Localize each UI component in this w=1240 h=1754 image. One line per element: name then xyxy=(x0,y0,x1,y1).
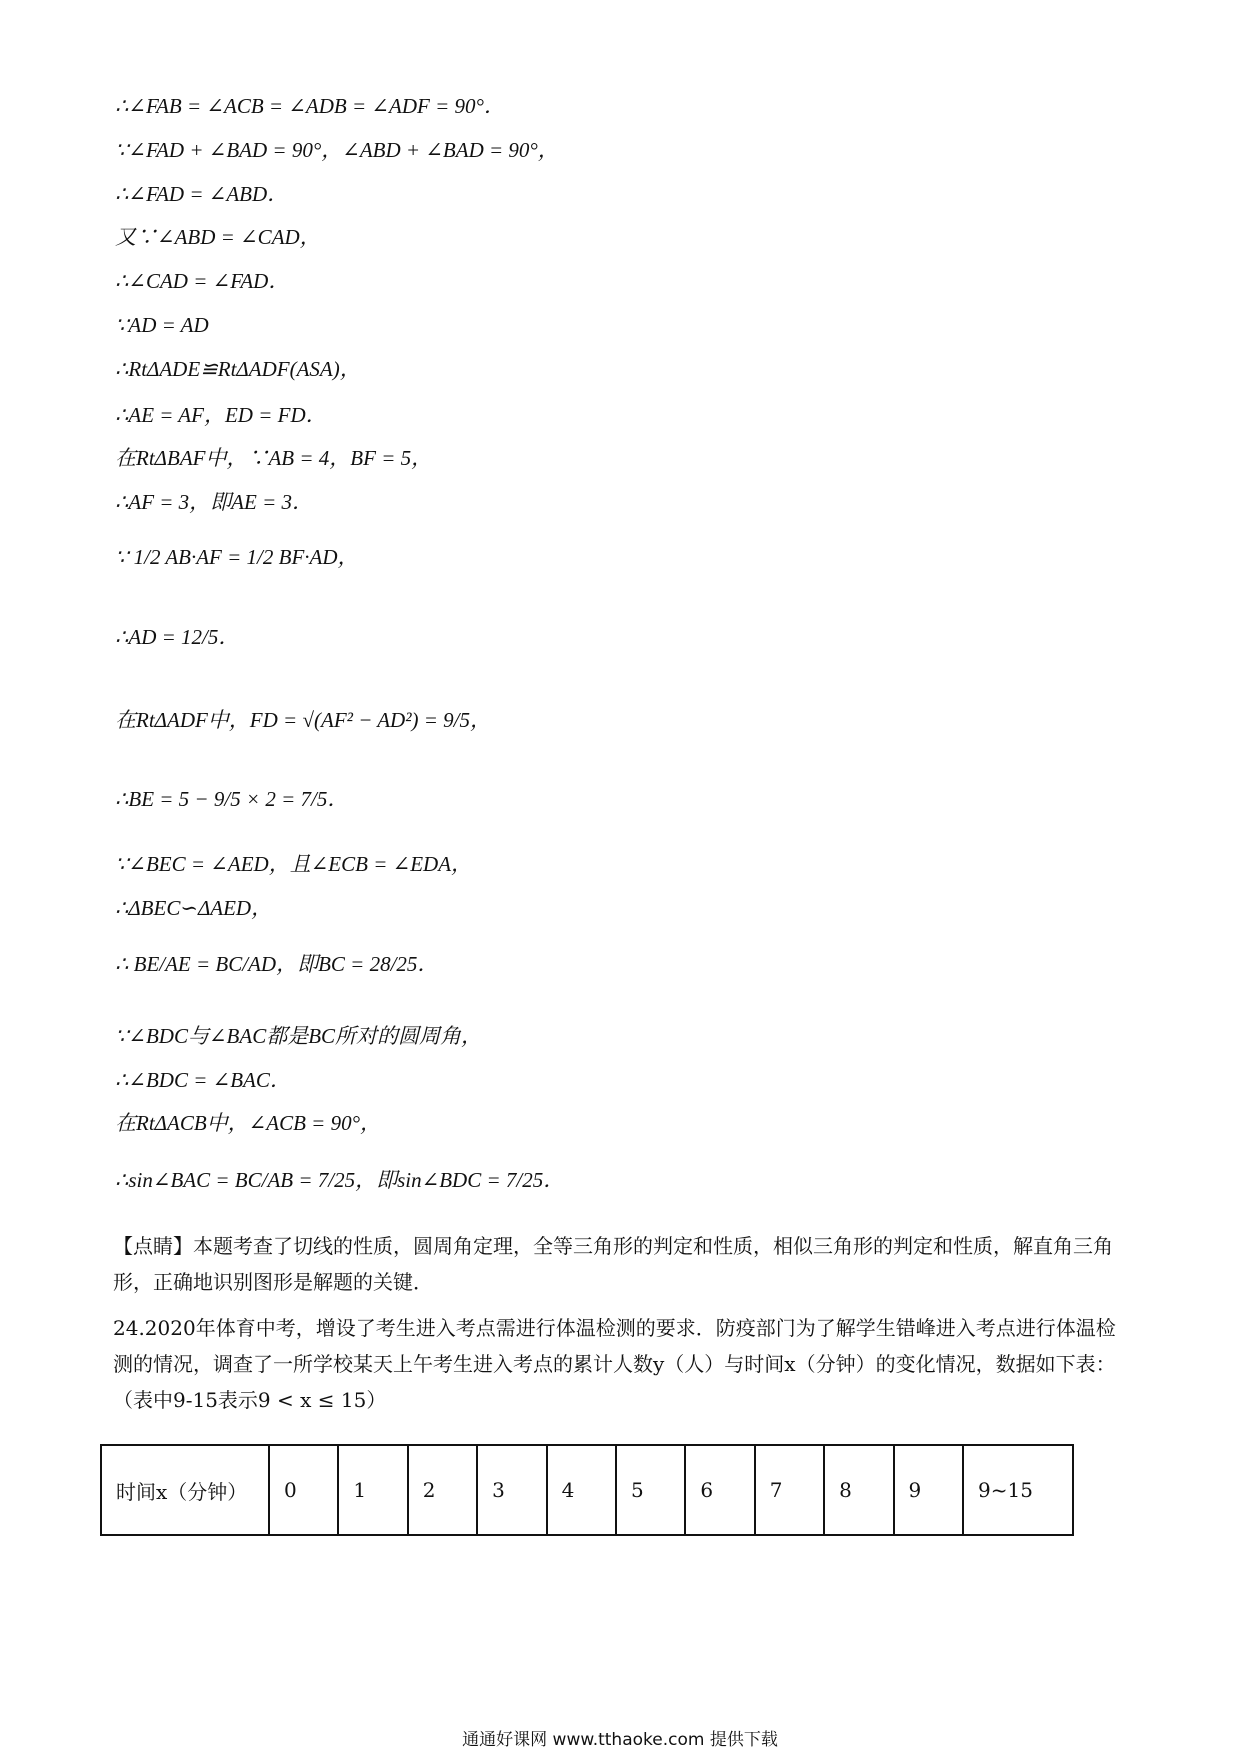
step-9-text: 在RtΔBAF中，∵AB = 4，BF = 5， xyxy=(115,446,433,470)
comment-paragraph: 【点睛】本题考查了切线的性质，圆周角定理，全等三角形的判定和性质，相似三角形的判定和性质，解直角三角形，正确地识别图形是解题的关键． xyxy=(113,1234,1113,1294)
step-12-text: ∴AD = 12/5． xyxy=(115,625,240,649)
table-cell: 2 xyxy=(408,1445,477,1535)
table-cell: 7 xyxy=(755,1445,824,1535)
step-8 xyxy=(115,403,327,428)
table-cell: 8 xyxy=(824,1445,893,1535)
table-cell: 9 xyxy=(894,1445,963,1535)
step-6 xyxy=(115,313,209,338)
problem-24-paragraph: 24.2020年体育中考，增设了考生进入考点需进行体温检测的要求．防疫部门为了解学生错峰进入考点进行体温检测的情况，调查了一所学校某天上午考生进入考点的累计人数y（人）与时间x（分钟）的变化情况，数据如下表：（表中9-15表示9 < x ≤ 15） xyxy=(113,1316,1116,1412)
table-cell: 1 xyxy=(338,1445,407,1535)
step-1-text: ∴∠FAB = ∠ACB = ∠ADB = ∠ADF = 90°． xyxy=(115,94,505,118)
step-14-text: ∴BE = 5 − 9/5 × 2 = 7/5． xyxy=(115,787,349,811)
table-cell: 3 xyxy=(477,1445,546,1535)
step-15-text: ∵∠BEC = ∠AED，且∠ECB = ∠EDA， xyxy=(115,852,473,876)
step-13-text: 在RtΔADF中，FD = √(AF² − AD²) = 9/5， xyxy=(115,708,492,732)
table-cell: 0 xyxy=(269,1445,338,1535)
step-3-text: ∴∠FAD = ∠ABD． xyxy=(115,182,289,206)
step-7-text: ∴RtΔADE≌RtΔADF(ASA)， xyxy=(115,357,361,381)
step-8-text: ∴AE = AF，ED = FD． xyxy=(115,403,327,427)
step-10 xyxy=(115,490,313,515)
step-2 xyxy=(115,138,559,163)
step-4 xyxy=(115,225,321,250)
step-16-text: ∴ΔBEC∽ΔAED， xyxy=(115,896,273,920)
step-9 xyxy=(115,446,432,471)
step-11 xyxy=(115,545,359,570)
time-data-table xyxy=(100,1444,1074,1536)
step-21-text: ∴sin∠BAC = BC/AB = 7/25，即sin∠BDC = 7/25． xyxy=(115,1168,565,1192)
step-11-text: ∵ 1/2 AB·AF = 1/2 BF·AD， xyxy=(115,545,359,569)
step-21 xyxy=(115,1168,564,1193)
page-footer: 通通好课网 www.tthaoke.com 提供下载 xyxy=(462,1730,778,1750)
step-17-text: ∴ BE/AE = BC/AD，即BC = 28/25． xyxy=(115,952,439,976)
step-16 xyxy=(115,896,272,921)
step-2-text: ∵∠FAD + ∠BAD = 90°，∠ABD + ∠BAD = 90°， xyxy=(115,138,559,162)
step-10-text: ∴AF = 3，即AE = 3． xyxy=(115,490,314,514)
table-cell: 4 xyxy=(547,1445,616,1535)
step-12 xyxy=(115,625,239,650)
step-1 xyxy=(115,94,505,119)
table-cell: 9~15 xyxy=(963,1445,1073,1535)
step-17 xyxy=(115,952,438,977)
step-19 xyxy=(115,1068,291,1093)
step-6-text: ∵AD = AD xyxy=(115,313,209,337)
step-18-text: ∵∠BDC与∠BAC都是BC所对的圆周角， xyxy=(115,1024,483,1048)
table-header-cell: 时间x（分钟） xyxy=(101,1445,269,1535)
step-4-text: 又∵∠ABD = ∠CAD， xyxy=(115,225,321,249)
step-13 xyxy=(115,708,491,733)
step-20-text: 在RtΔACB中，∠ACB = 90°， xyxy=(115,1111,381,1135)
table-row xyxy=(101,1445,1073,1535)
step-5-text: ∴∠CAD = ∠FAD． xyxy=(115,269,290,293)
table-cell: 6 xyxy=(685,1445,754,1535)
step-19-text: ∴∠BDC = ∠BAC． xyxy=(115,1068,291,1092)
step-15 xyxy=(115,852,472,877)
step-14 xyxy=(115,787,348,812)
step-5 xyxy=(115,269,289,294)
step-18 xyxy=(115,1024,482,1049)
table-cell: 5 xyxy=(616,1445,685,1535)
step-20 xyxy=(115,1111,381,1136)
step-3 xyxy=(115,182,288,207)
step-7 xyxy=(115,357,361,382)
